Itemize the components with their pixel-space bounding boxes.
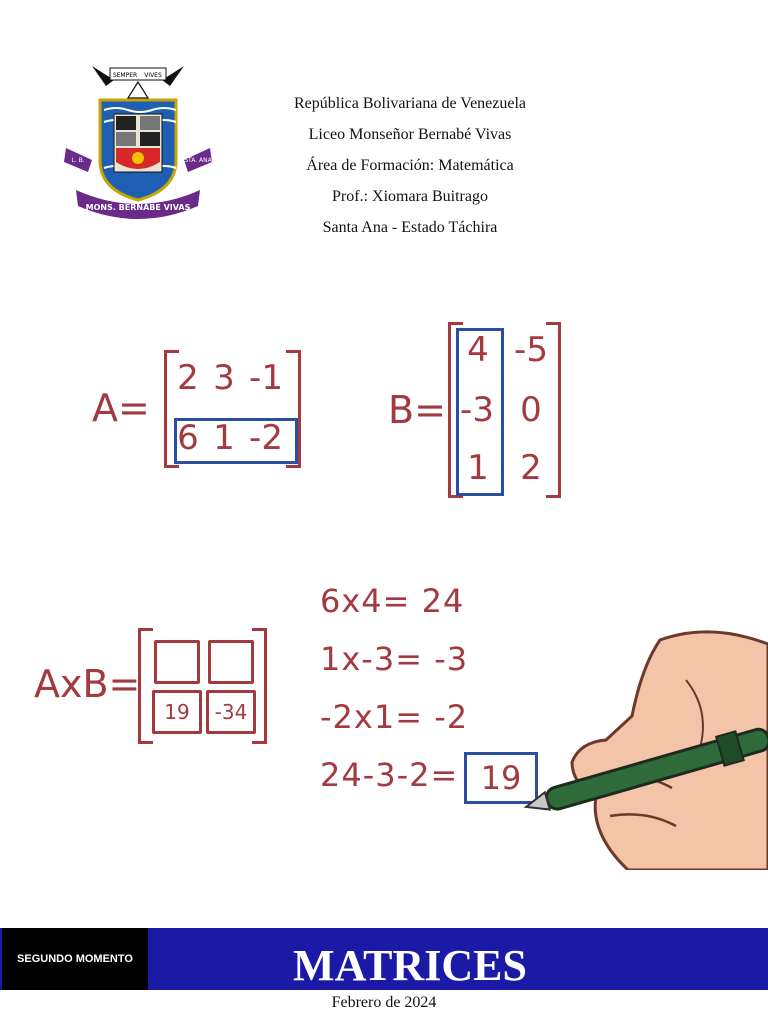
product-result-cell: 19 — [152, 690, 202, 734]
matrix-b-cell: 2 — [520, 448, 542, 488]
product-left-bracket — [138, 628, 153, 744]
answer-box: 19 — [464, 752, 538, 804]
section-label: SEGUNDO MOMENTO — [2, 928, 148, 990]
header-line-location: Santa Ana - Estado Táchira — [322, 219, 498, 236]
matrix-b-cell: 4 — [467, 330, 489, 370]
crest-right-tag: STA. ANA — [184, 157, 212, 164]
hand-with-pen-illustration — [510, 620, 768, 870]
step-line: 24-3-2= — [320, 756, 459, 794]
matrix-b-cell: 1 — [467, 448, 489, 488]
page-title: MATRICES — [293, 941, 527, 990]
crest-ribbon-text: MONS. BERNABE VIVAS — [85, 203, 191, 212]
school-header — [240, 88, 580, 243]
product-empty-cell — [208, 640, 254, 684]
matrix-a-cell: 6 — [177, 418, 199, 458]
header-line-teacher: Prof.: Xiomara Buitrago — [332, 188, 488, 205]
matrix-a-cell: 3 — [213, 358, 235, 398]
step-line: -2x1= -2 — [320, 698, 469, 736]
matrix-b-cell: -5 — [514, 330, 548, 370]
date-text: Febrero de 2024 — [331, 994, 437, 1011]
school-crest — [52, 50, 224, 228]
step-line: 1x-3= -3 — [320, 640, 469, 678]
crest-motto-right: VIVES — [144, 72, 162, 79]
matrix-a-cell: -2 — [249, 418, 283, 458]
matrix-b-cell: 0 — [520, 390, 542, 430]
matrix-a-cell: 2 — [177, 358, 199, 398]
product-label: AxB= — [34, 662, 141, 706]
crest-left-tag: L. B. — [71, 157, 85, 164]
matrix-a-cell: 1 — [213, 418, 235, 458]
matrix-b-cell: -3 — [460, 390, 494, 430]
header-line-country: República Bolivariana de Venezuela — [293, 95, 527, 112]
product-empty-cell — [154, 640, 200, 684]
crest-motto-left: SEMPER — [112, 72, 138, 79]
matrix-a-label: A= — [92, 386, 150, 430]
step-line: 6x4= 24 — [320, 582, 465, 620]
product-result-cell: -34 — [206, 690, 256, 734]
header-line-school: Liceo Monseñor Bernabé Vivas — [308, 126, 512, 143]
matrix-a-cell: -1 — [249, 358, 283, 398]
crest-graphic — [52, 50, 224, 228]
matrix-b-label: B= — [388, 388, 446, 432]
header-line-subject: Área de Formación: Matemática — [306, 157, 514, 174]
